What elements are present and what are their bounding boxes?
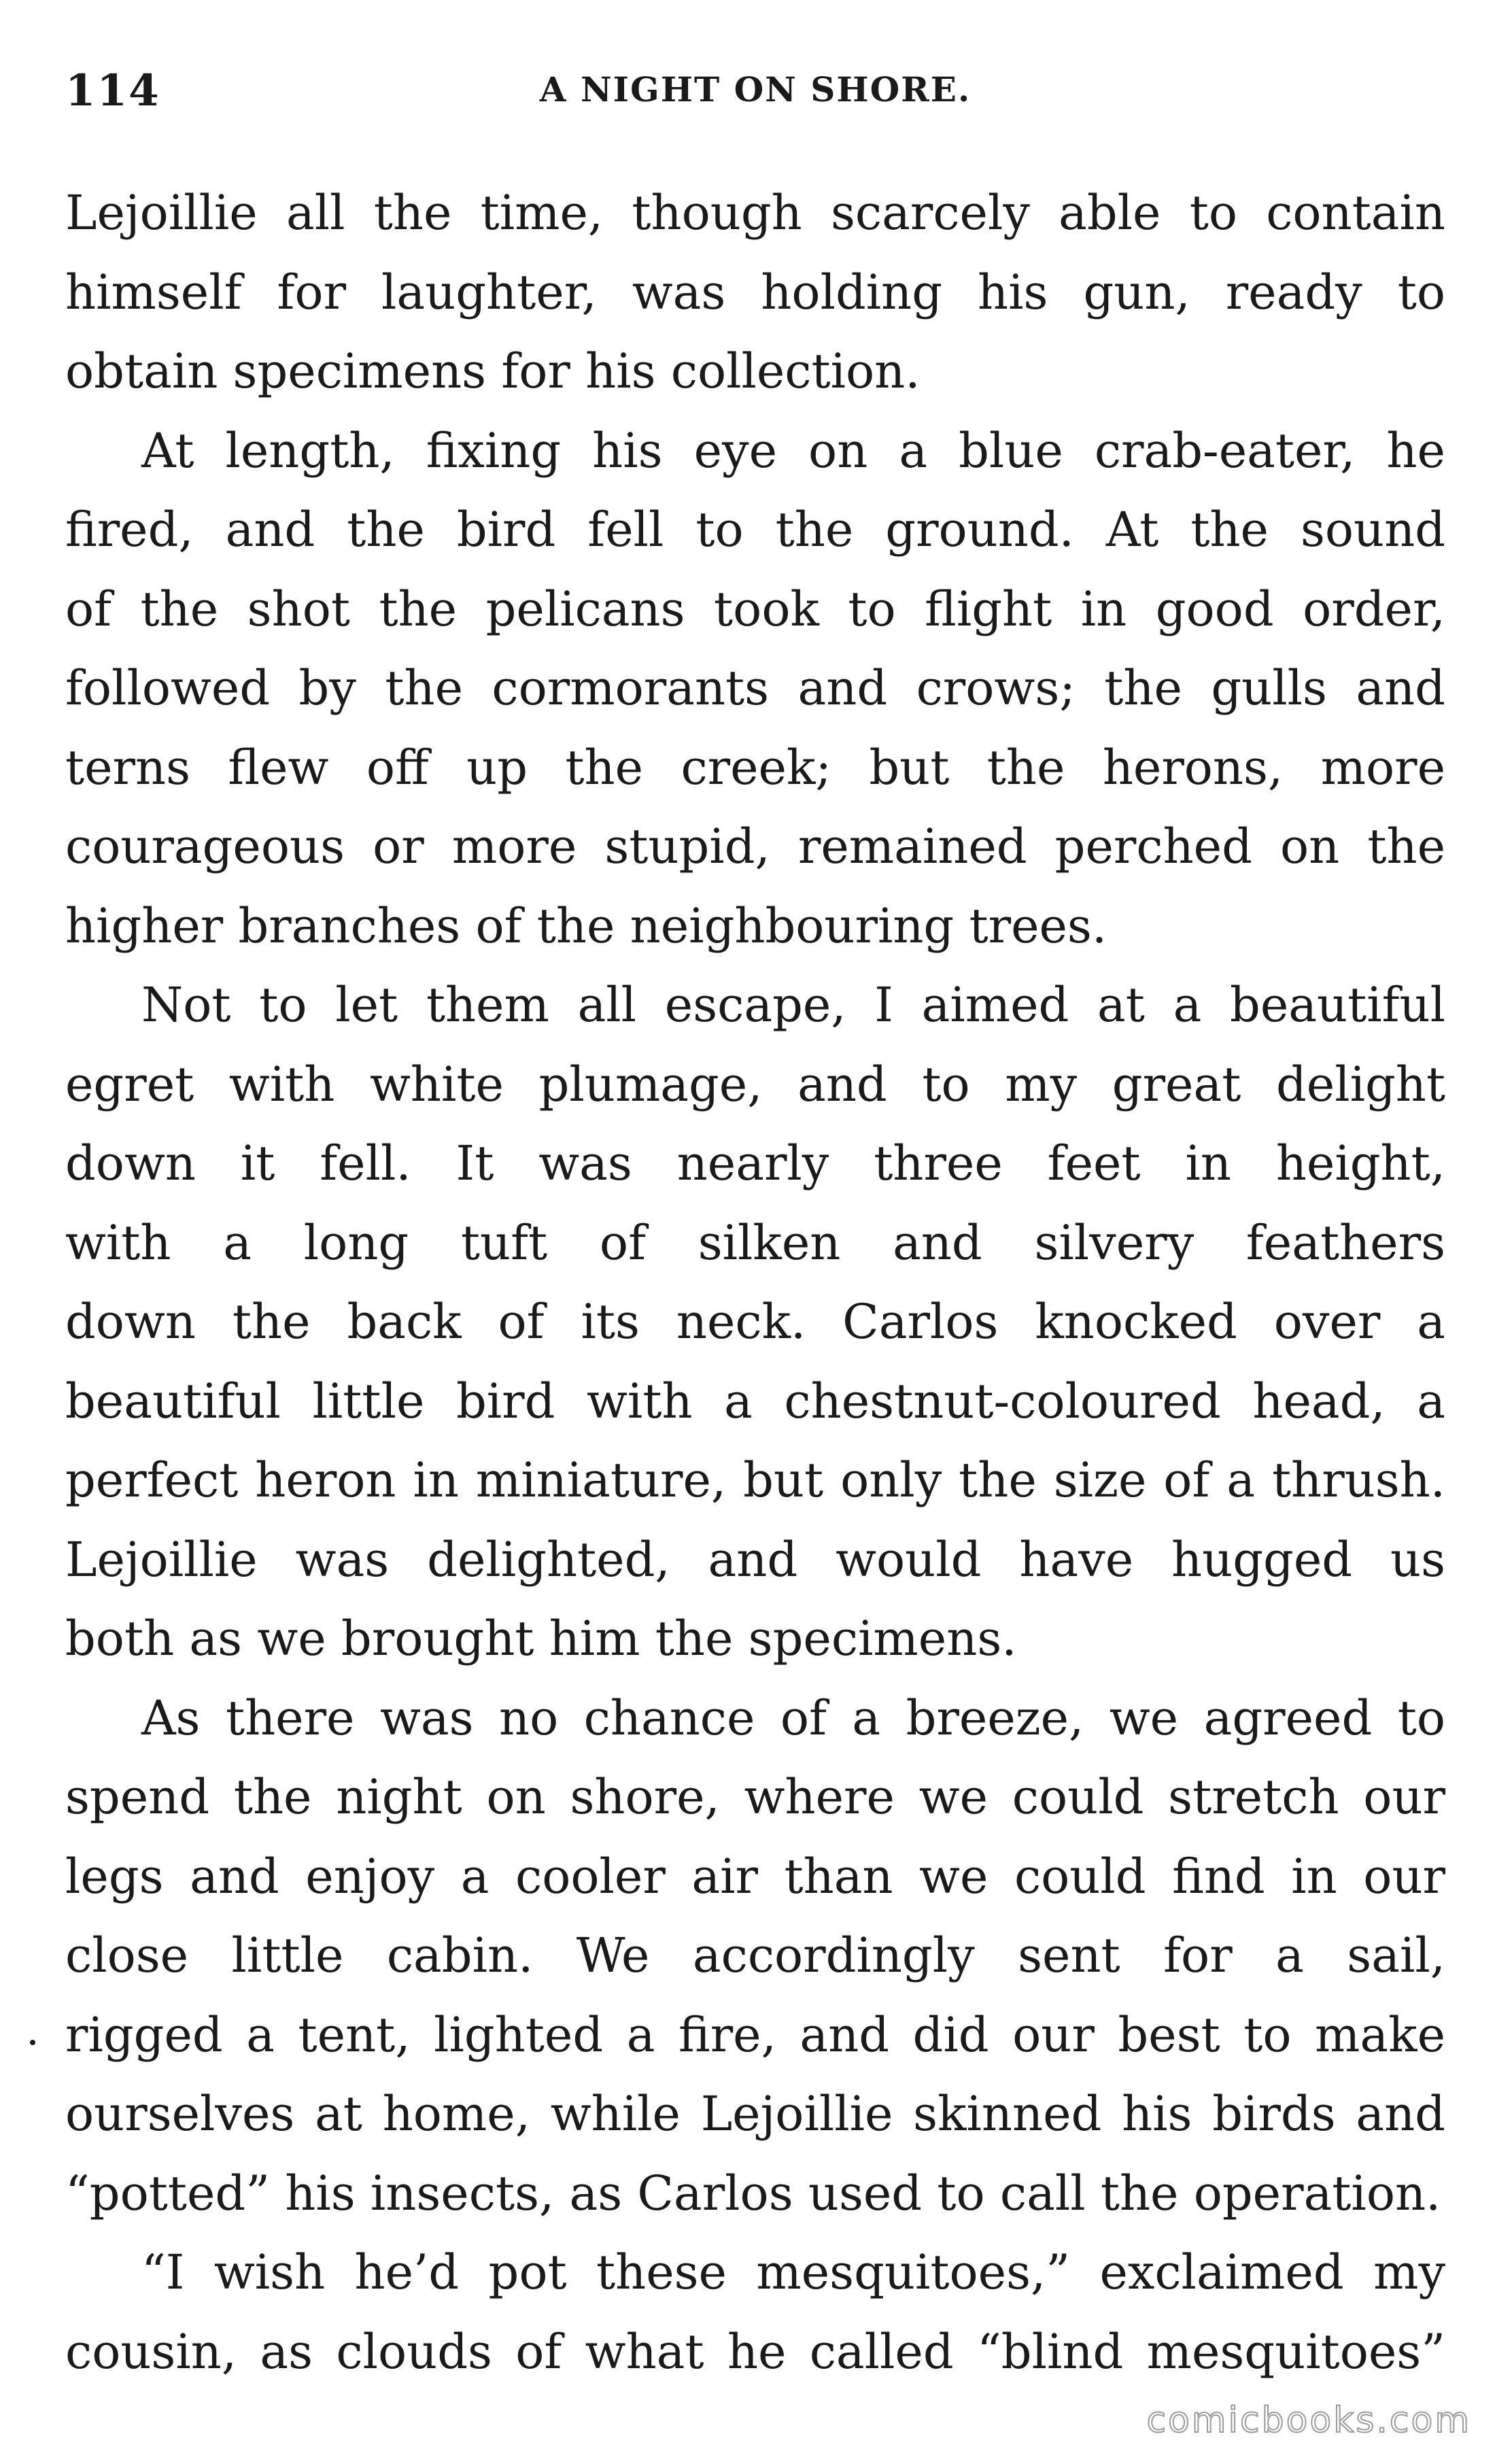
text-line: both as we brought him the specimens. [65,1611,1017,1666]
text-line: beautiful little bird with a chestnut-coloured head, a [65,1373,1445,1429]
text-line: Lejoillie was delighted, and would have hugged us [65,1531,1445,1588]
text-line: with a long tuft of silken and silvery feathers [65,1214,1445,1271]
text-line: “I wish he’d pot these mesquitoes,” exclaimed my [141,2244,1445,2300]
text-line: followed by the cormorants and crows; the gulls and [65,660,1445,716]
text-line: down the back of its neck. Carlos knocked over a [65,1294,1445,1350]
text-line: of the shot the pelicans took to flight in good order, [65,581,1445,637]
text-line: close little cabin. We accordingly sent for a sail, [65,1928,1445,1983]
text-line: Not to let them all escape, I aimed at a beautiful [141,977,1445,1033]
text-line: Lejoillie all the time, though scarcely able to contain [65,185,1445,241]
ink-speck [30,2040,35,2045]
text-line: fired, and the bird fell to the ground. At the sound [65,502,1445,558]
text-line: ourselves at home, while Lejoillie skinned his birds and [65,2086,1445,2142]
text-line: rigged a tent, lighted a fire, and did our best to make [65,2006,1445,2063]
text-line: higher branches of the neighbouring trees. [65,897,1107,954]
text-line: legs and enjoy a cooler air than we could find in our [65,1848,1445,1904]
text-line: perfect heron in miniature, but only the size of a thrush. [65,1452,1445,1508]
text-line: As there was no chance of a breeze, we agreed to [141,1690,1445,1746]
text-line: terns flew off up the creek; but the herons, more [65,739,1445,795]
text-line: courageous or more stupid, remained perched on the [65,819,1445,874]
text-line: cousin, as clouds of what he called “blind mesquitoes” [65,2323,1445,2380]
text-line: egret with white plumage, and to my great delight [65,1056,1445,1112]
text-line: “potted” his insects, as Carlos used to call the operation. [65,2165,1441,2221]
body-text [65,173,1445,2391]
text-line: down it fell. It was nearly three feet in height, [65,1135,1445,1191]
page-number: 114 [65,65,160,116]
text-line: obtain specimens for his collection. [65,343,921,399]
text-line: spend the night on shore, where we could stretch our [65,1769,1445,1825]
text-line: himself for laughter, was holding his gun, ready to [65,264,1445,320]
running-head: A NIGHT ON SHORE. [539,69,972,109]
text-line: At length, fixing his eye on a blue crab-eater, he [141,422,1445,479]
page-header [65,65,1445,120]
watermark: comicbooks.com [1146,2400,1471,2441]
